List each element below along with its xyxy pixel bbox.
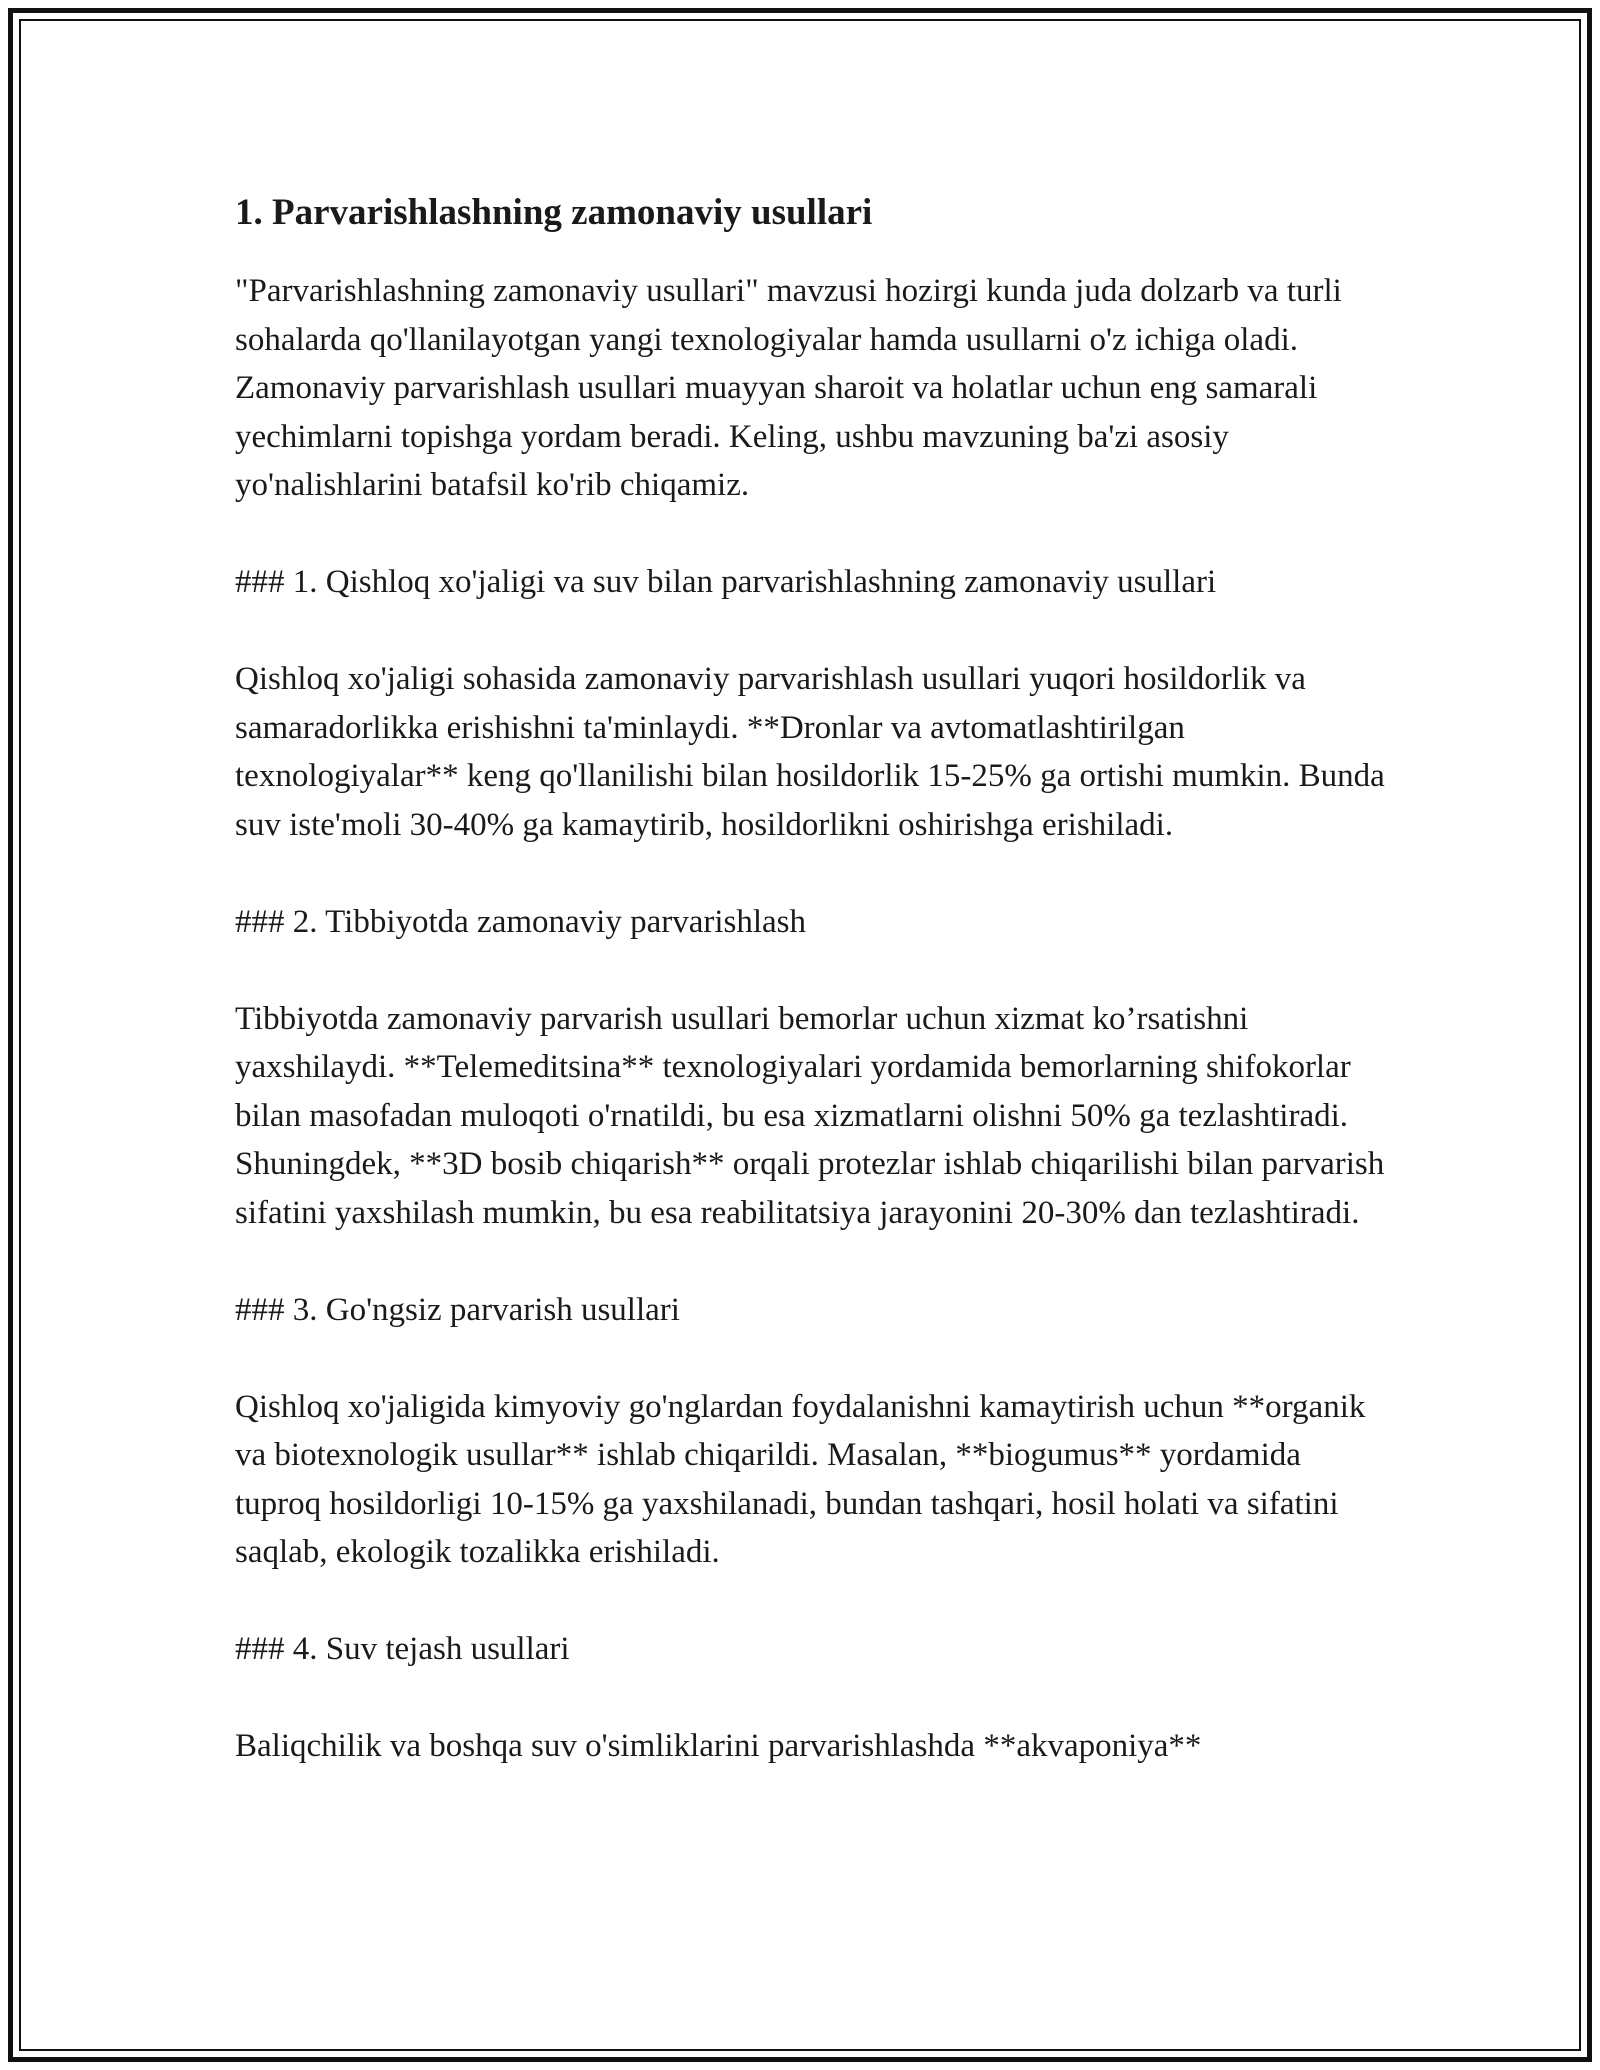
intro-paragraph: "Parvarishlashning zamonaviy usullari" mavzusi hozirgi kunda juda dolzarb va turli sohalarda qo'llanilayotgan yangi texnologiyalar hamda usullarni o'z ichiga oladi. Zamonaviy parvarishlash usullari muayyan sharoit va holatlar uchun eng samarali yechimlarni topishga yordam beradi. Keling, ushbu mavzuning ba'zi asosiy yo'nalishlarini batafsil ko'rib chiqamiz. bbox=[235, 273, 1342, 503]
document-title: 1. Parvarishlashning zamonaviy usullari bbox=[235, 192, 873, 233]
section-4-body: Baliqchilik va boshqa suv o'simliklarini parvarishlashda **akvaponiya** bbox=[235, 1728, 1202, 1764]
section-1-heading: ### 1. Qishloq xo'jaligi va suv bilan parvarishlashning zamonaviy usullari bbox=[235, 564, 1217, 600]
section-3-heading: ### 3. Go'ngsiz parvarish usullari bbox=[235, 1291, 680, 1328]
section-2-heading: ### 2. Tibbiyotda zamonaviy parvarishlash bbox=[235, 903, 807, 940]
section-2-body: Tibbiyotda zamonaviy parvarish usullari bemorlar uchun xizmat ko’rsatishni yaxshilaydi. **Telemeditsina** texnologiyalari yordamida bemorlarning shifokorlar bilan masofadan muloqoti o'rnatildi, bu esa xizmatlarni olishni 50% ga tezlashtiradi. Shuningdek, **3D bosib chiqarish** orqali protezlar ishlab chiqarilishi bilan parvarish sifatini yaxshilash mumkin, bu esa reabilitatsiya jarayonini 20-30% dan tezlashtiradi. bbox=[235, 1000, 1385, 1231]
section-3-body: Qishloq xo'jaligida kimyoviy go'nglardan foydalanishni kamaytirish uchun **organik va biotexnologik usullar** ishlab chiqarildi. Masalan, **biogumus** yordamida tuproq hosildorligi 10-15% ga yaxshilanadi, bundan tashqari, hosil holati va sifatini saqlab, ekologik tozalikka erishiladi. bbox=[235, 1388, 1366, 1570]
document-body bbox=[235, 185, 1385, 1819]
section-1-body: Qishloq xo'jaligi sohasida zamonaviy parvarishlash usullari yuqori hosildorlik va samaradorlikka erishishni ta'minlaydi. **Dronlar va avtomatlashtirilgan texnologiyalar** keng qo'llanilishi bilan hosildorlik 15-25% ga ortishi mumkin. Bunda suv iste'moli 30-40% ga kamaytirib, hosildorlikni oshirishga erishiladi. bbox=[235, 661, 1385, 843]
section-4-heading: ### 4. Suv tejash usullari bbox=[235, 1631, 570, 1667]
